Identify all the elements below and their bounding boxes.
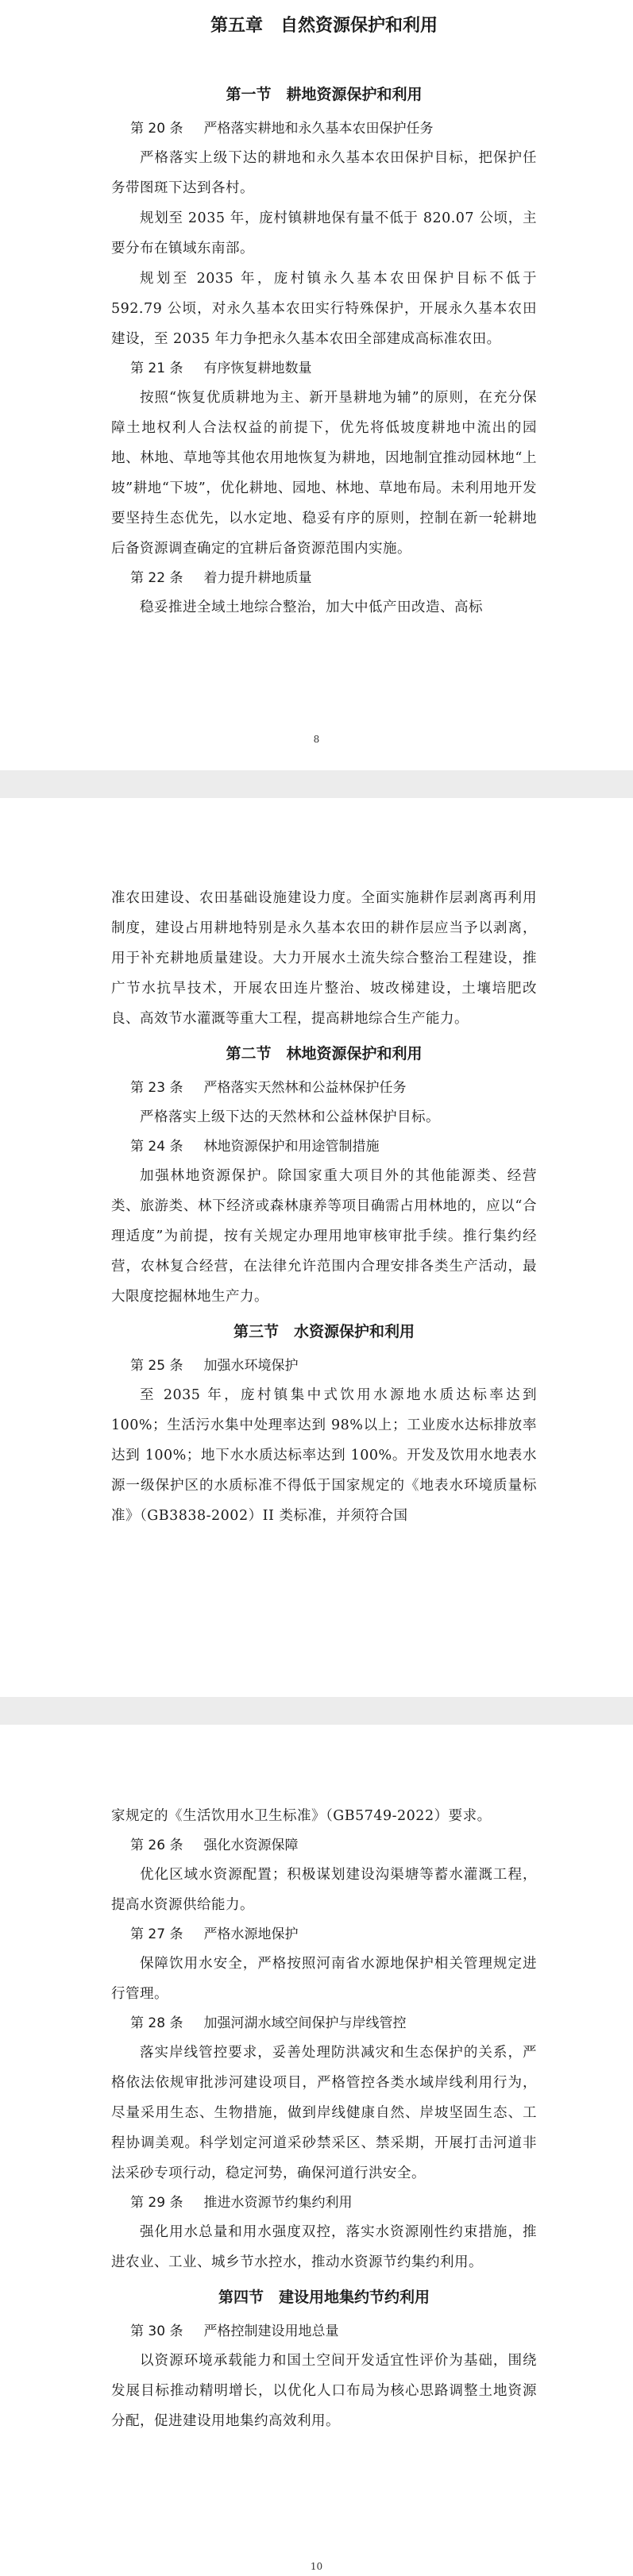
article-title: 推进水资源节约集约利用 [203,2195,353,2211]
document-page-3 [0,1725,633,2576]
article-title: 林地资源保护和用途管制措施 [203,1139,380,1155]
paragraph: 规划至 2035 年，庞村镇耕地保有量不低于 820.07 公顷，主要分布在镇域东南部。 [111,210,537,256]
article-heading [111,2317,537,2346]
article-number: 第 20 条 [130,121,183,137]
page-content [111,883,537,1531]
article-heading [111,564,537,592]
section-heading: 第三节 水资源保护和利用 [233,1323,415,1340]
article-title: 强化水资源保障 [203,1838,299,1853]
article-title: 严格控制建设用地总量 [203,2323,339,2339]
section-heading: 第一节 耕地资源保护和利用 [226,86,423,103]
article-heading [111,354,537,383]
article-heading [111,114,537,143]
article-heading [111,2009,537,2038]
page-content [111,1801,537,2436]
paragraph: 稳妥推进全域土地综合整治，加大中低产田改造、高标 [140,600,483,615]
document-page-1 [0,0,633,770]
article-number: 第 27 条 [130,1926,183,1942]
article-title: 严格水源地保护 [203,1926,299,1942]
paragraph: 强化用水总量和用水强度双控，落实水资源刚性约束措施，推进农业、工业、城乡节水控水，推动水资源节约集约利用。 [111,2224,537,2270]
article-number: 第 21 条 [130,361,183,376]
article-title: 有序恢复耕地数量 [203,361,312,376]
article-number: 第 30 条 [130,2323,183,2339]
document-page-2 [0,798,633,1697]
article-title: 严格落实耕地和永久基本农田保护任务 [203,121,434,137]
paragraph: 保障饮用水安全，严格按照河南省水源地保护相关管理规定进行管理。 [111,1956,537,2002]
page-number: 8 [313,734,320,745]
section-heading: 第四节 建设用地集约节约利用 [218,2289,430,2306]
article-number: 第 24 条 [130,1139,183,1155]
article-number: 第 23 条 [130,1080,183,1096]
paragraph: 至 2035 年，庞村镇集中式饮用水源地水质达标率达到 100%；生活污水集中处理率达到 98%以上；工业废水达标排放率达到 100%；地下水水质达标率达到 100%。开发及饮用水地表水源一级保护区的水质标准不得低于国家规定的《地表水环境质量标准》（GB3838-2002）II 类标准，并须符合国 [111,1387,537,1524]
article-number: 第 25 条 [130,1358,183,1374]
article-number: 第 29 条 [130,2195,183,2211]
paragraph: 规划至 2035 年，庞村镇永久基本农田保护目标不低于 592.79 公顷，对永久基本农田实行特殊保护，开展永久基本农田建设，至 2035 年力争把永久基本农田全部建成高标准农田。 [111,271,537,347]
article-number: 第 28 条 [130,2015,183,2031]
page-number: 10 [310,2561,323,2572]
article-title: 严格落实天然林和公益林保护任务 [203,1080,407,1096]
paragraph: 落实岸线管控要求，妥善处理防洪减灾和生态保护的关系，严格依法依规审批涉河建设项目，严格管控各类水域岸线利用行为，尽量采用生态、生物措施，做到岸线健康自然、岸坡坚固生态、工程协调美观。科学划定河道采砂禁采区、禁采期，开展打击河道非法采砂专项行动，稳定河势，确保河道行洪安全。 [111,2045,537,2181]
article-title: 加强水环境保护 [203,1358,299,1374]
paragraph: 优化区域水资源配置；积极谋划建设沟渠塘等蓄水灌溉工程，提高水资源供给能力。 [111,1867,537,1913]
paragraph: 按照“恢复优质耕地为主、新开垦耕地为辅”的原则，在充分保障土地权利人合法权益的前提下，优先将低坡度耕地中流出的园地、林地、草地等其他农用地恢复为耕地，因地制宜推动园林地“上坡”耕地“下坡”，优化耕地、园地、林地、草地布局。未利用地开发要坚持生态优先，以水定地、稳妥有序的原则，控制在新一轮耕地后备资源调查确定的宜耕后备资源范围内实施。 [111,390,537,557]
page-content [111,13,537,623]
article-heading [111,1920,537,1949]
article-title: 加强河湖水域空间保护与岸线管控 [203,2015,407,2031]
paragraph: 严格落实上级下达的天然林和公益林保护目标。 [140,1109,440,1125]
paragraph-continued: 家规定的《生活饮用水卫生标准》（GB5749-2022）要求。 [111,1808,492,1824]
section-heading: 第二节 林地资源保护和利用 [226,1045,423,1062]
paragraph: 加强林地资源保护。除国家重大项目外的其他能源类、经营类、旅游类、林下经济或森林康养等项目确需占用林地的，应以“合理适度”为前提，按有关规定办理用地审核审批手续。推行集约经营，农林复合经营，在法律允许范围内合理安排各类生产活动，最大限度挖掘林地生产力。 [111,1168,537,1305]
article-number: 第 22 条 [130,570,183,586]
article-heading [111,1132,537,1161]
article-title: 着力提升耕地质量 [203,570,312,586]
article-heading [111,2188,537,2217]
article-heading [111,1352,537,1380]
article-number: 第 26 条 [130,1838,183,1853]
chapter-heading: 第五章 自然资源保护和利用 [210,15,438,36]
paragraph: 严格落实上级下达的耕地和永久基本农田保护目标，把保护任务带图斑下达到各村。 [111,150,537,196]
paragraph-continued: 准农田建设、农田基础设施建设力度。全面实施耕作层剥离再利用制度，建设占用耕地特别是永久基本农田的耕作层应当予以剥离，用于补充耕地质量建设。大力开展水土流失综合整治工程建设，推广节水抗旱技术，开展农田连片整治、坡改梯建设，土壤培肥改良、高效节水灌溉等重大工程，提高耕地综合生产能力。 [111,890,537,1027]
article-heading [111,1074,537,1102]
paragraph: 以资源环境承载能力和国土空间开发适宜性评价为基础，围绕发展目标推动精明增长，以优化人口布局为核心思路调整土地资源分配，促进建设用地集约高效利用。 [111,2353,537,2429]
article-heading [111,1831,537,1860]
